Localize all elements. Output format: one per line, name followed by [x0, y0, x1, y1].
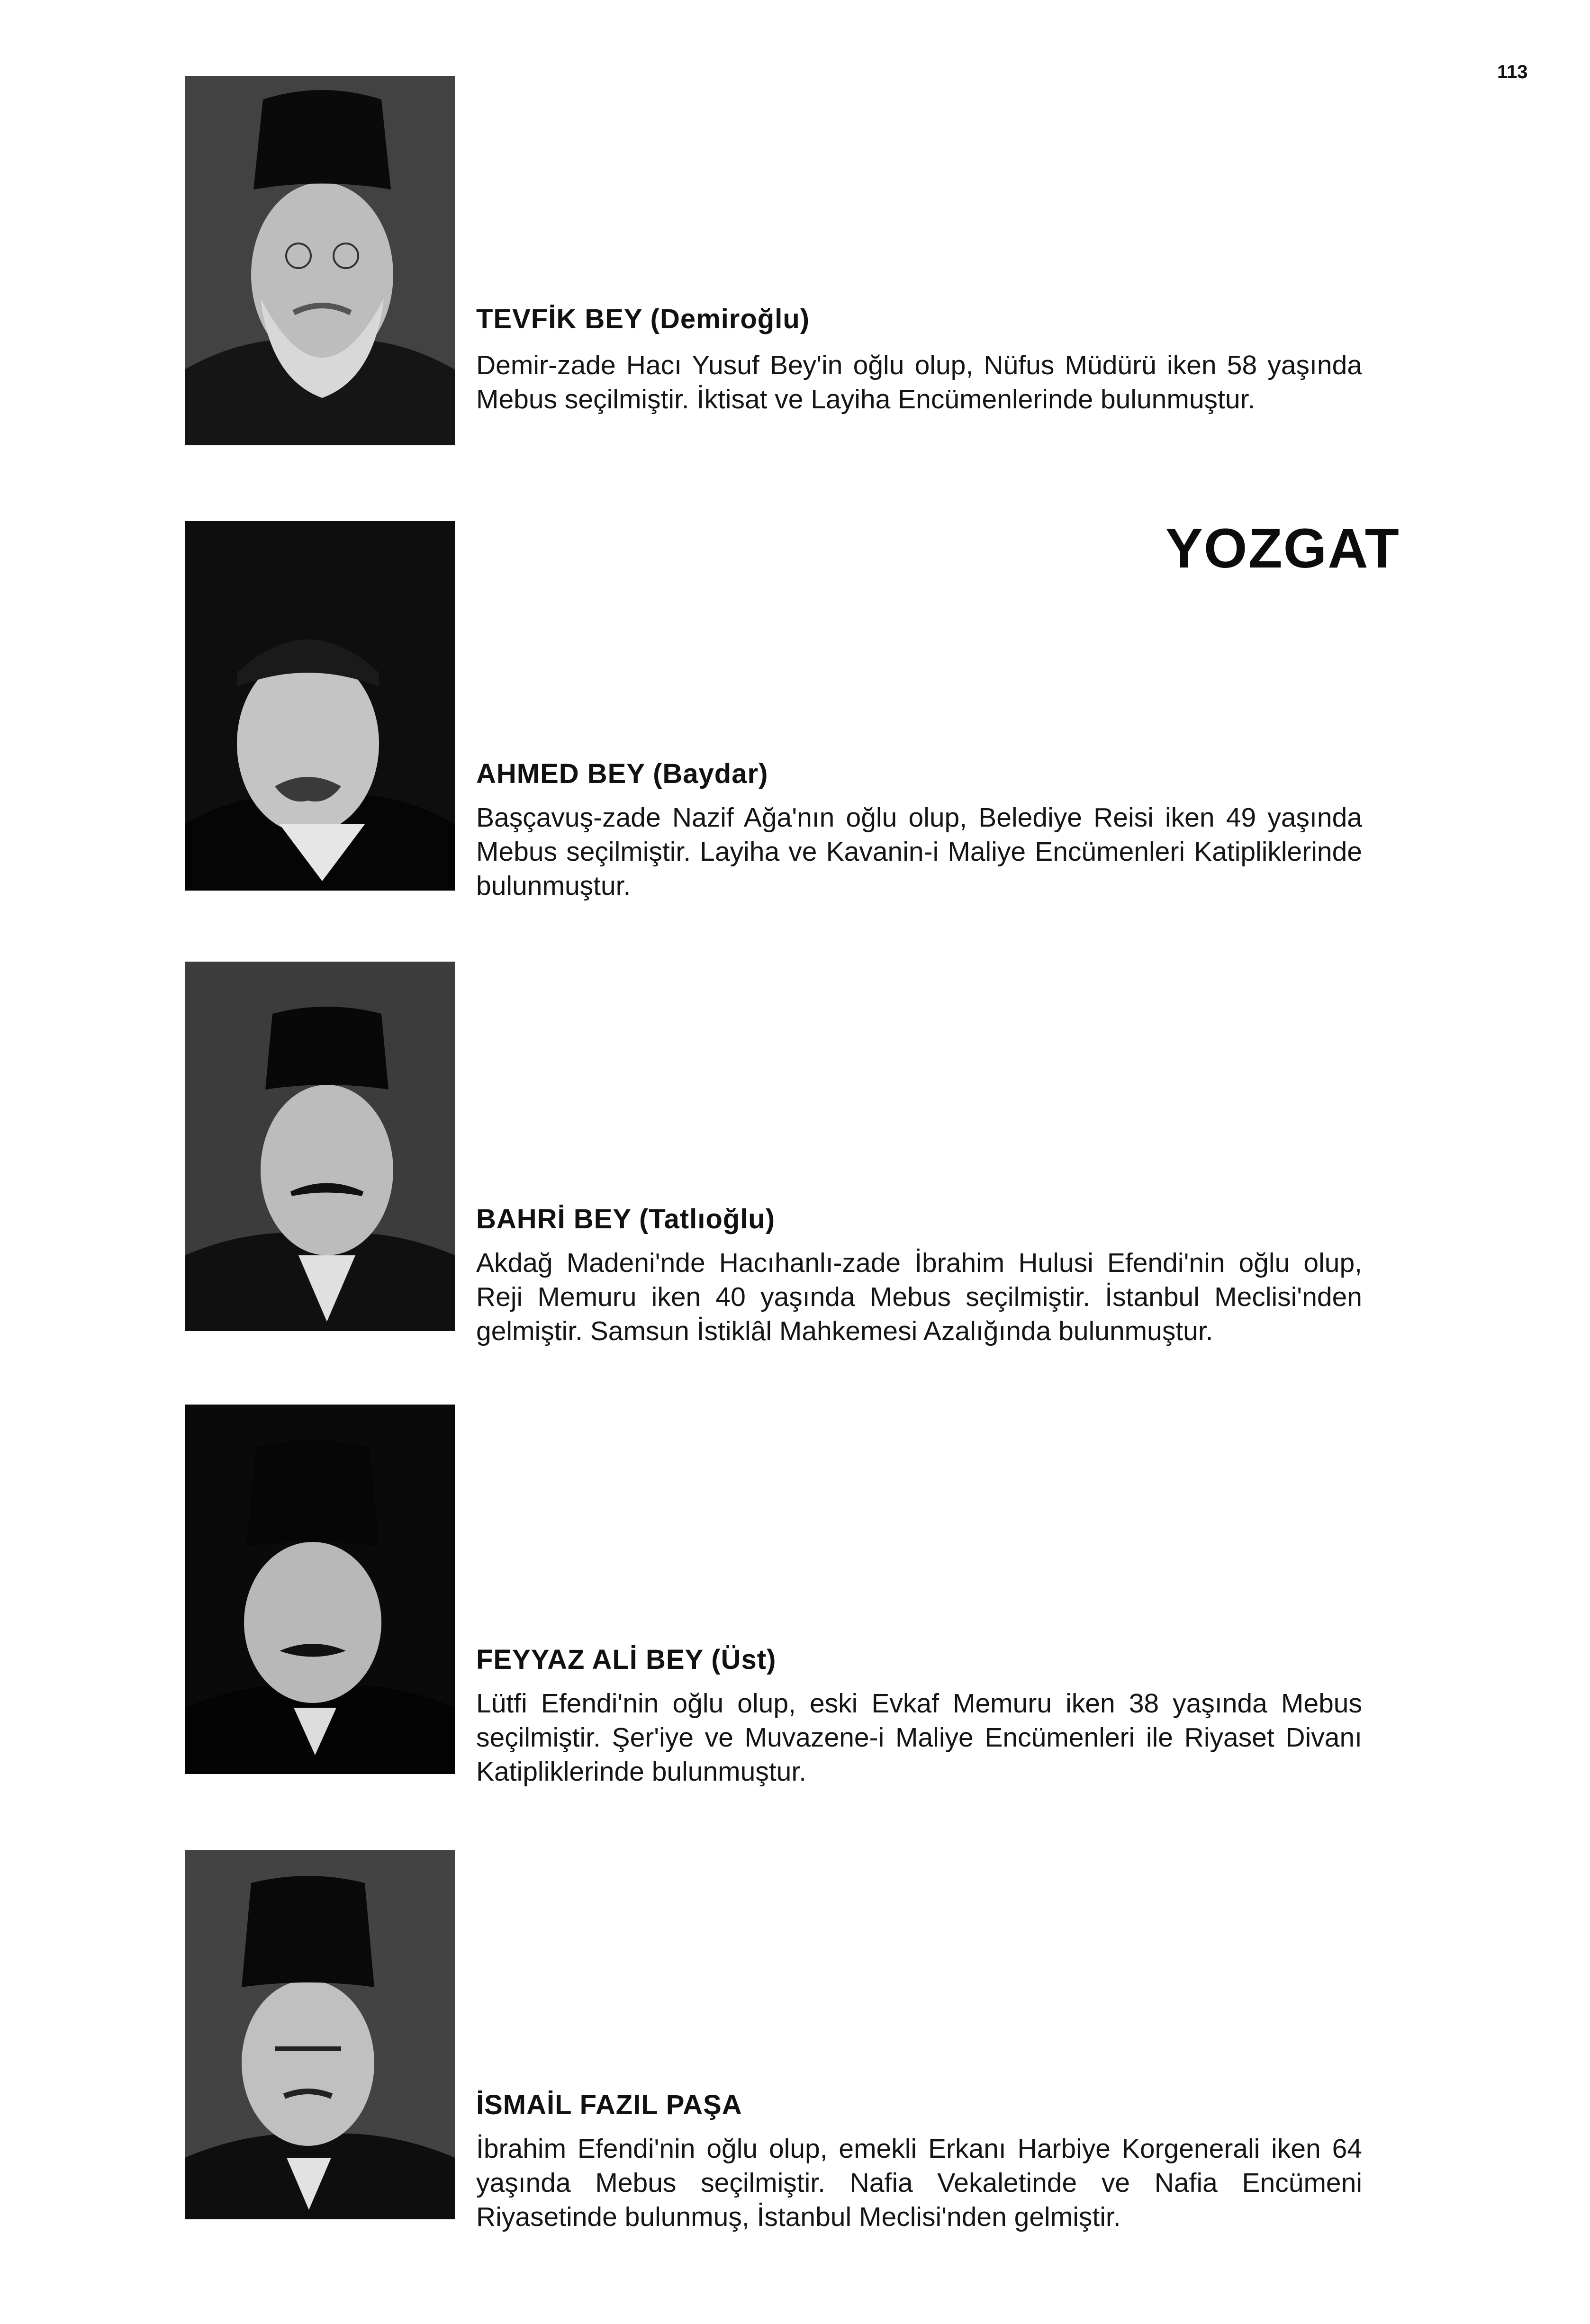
portrait-photo — [185, 76, 455, 445]
portrait-photo — [185, 1405, 455, 1774]
entry-bio: Başçavuş-zade Nazif Ağa'nın oğlu olup, Belediye Reisi iken 49 yaşında Mebus seçilmiştir. Layiha ve Kavanin-i Maliye Encümenleri Katipliklerinde bulunmuştur. — [476, 802, 1362, 901]
entry-bio: İbrahim Efendi'nin oğlu olup, emekli Erkanı Harbiye Korgenerali iken 64 yaşında Mebus seçilmiştir. Nafia Vekaletinde ve Nafia Encümeni Riyasetinde bulunmuş, İstanbul Meclisi'nden gelmiştir. — [476, 2134, 1362, 2232]
entry-name: AHMED BEY (Baydar) — [476, 758, 768, 789]
portrait-photo — [185, 521, 455, 891]
page-number: 113 — [1497, 62, 1528, 82]
entry-name: TEVFİK BEY (Demiroğlu) — [476, 304, 810, 334]
entry-name: BAHRİ BEY (Tatlıoğlu) — [476, 1204, 776, 1234]
entry-name: İSMAİL FAZIL PAŞA — [476, 2090, 742, 2120]
portrait-photo — [185, 962, 455, 1331]
province-heading: YOZGAT — [1165, 517, 1400, 580]
entry-bio: Demir-zade Hacı Yusuf Bey'in oğlu olup, Nüfus Müdürü iken 58 yaşında Mebus seçilmiştir. İktisat ve Layiha Encümenlerinde bulunmuştur. — [476, 350, 1362, 414]
entry-bio: Lütfi Efendi'nin oğlu olup, eski Evkaf Memuru iken 38 yaşında Mebus seçilmiştir. Şer'iye ve Muvazene-i Maliye Encümenleri ile Riyaset Divanı Katipliklerinde bulunmuştur. — [476, 1688, 1362, 1787]
portrait-photo — [185, 1850, 455, 2219]
entry-name: FEYYAZ ALİ BEY (Üst) — [476, 1644, 777, 1675]
entry-bio: Akdağ Madeni'nde Hacıhanlı-zade İbrahim Hulusi Efendi'nin oğlu olup, Reji Memuru iken 40 yaşında Mebus seçilmiştir. İstanbul Meclisi'nden gelmiştir. Samsun İstiklâl Mahkemesi Azalığında bulunmuştur. — [476, 1248, 1362, 1346]
